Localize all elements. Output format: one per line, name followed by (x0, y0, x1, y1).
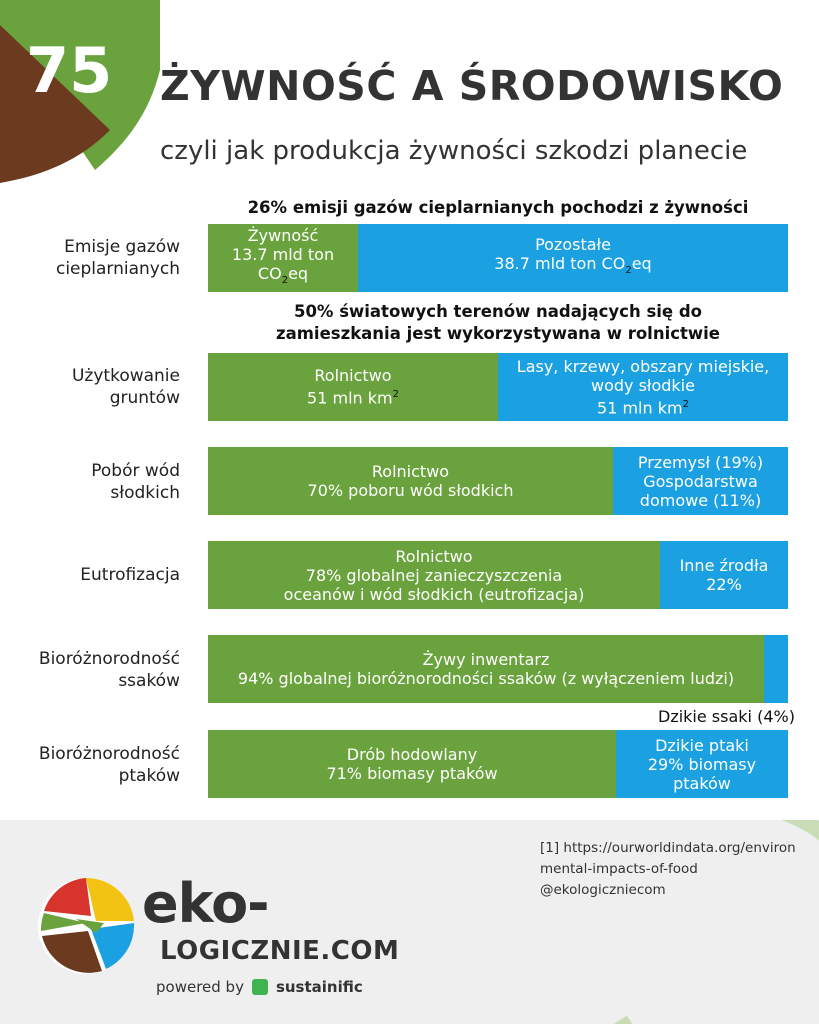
seg-text: 94% globalnej bioróżnorodności ssaków (z wyłączeniem ludzi) (237, 669, 735, 688)
seg-text: Lasy, krzewy, obszary miejskie, (516, 356, 770, 376)
row-label-mammals (0, 648, 180, 692)
seg-text: Gospodarstwa (643, 471, 758, 491)
label-line: Bioróżnorodność (38, 649, 180, 669)
label-line: słodkich (110, 483, 180, 503)
emissions-heading: 26% emisji gazów cieplarnianych pochodzi z żywności (247, 198, 749, 217)
wild-mammals-note: Dzikie ssaki (4%) (658, 707, 795, 726)
label-line: Emisje gazów (64, 237, 180, 257)
seg-text: 51 mln $km^2$ (597, 398, 689, 418)
mammals-wild-segment (764, 635, 788, 703)
seg-text: $CO_2eq$ (257, 263, 309, 287)
emissions-food-segment (208, 224, 358, 292)
footer (0, 820, 819, 1024)
label-line: Użytkowanie (71, 366, 180, 386)
leaf-icon (252, 979, 268, 995)
mammals-livestock-segment (208, 635, 764, 703)
row-label-emissions (0, 236, 180, 280)
water-other-segment (613, 447, 788, 515)
partner-name: sustainific (275, 978, 363, 996)
page-subtitle: czyli jak produkcja żywności szkodzi planecie (160, 136, 748, 166)
seg-text: 71% biomasy ptaków (326, 764, 498, 783)
eutro-agriculture-segment (208, 541, 660, 609)
brand-name-top: eko- (142, 872, 269, 935)
water-bar (208, 447, 788, 515)
birds-bar (208, 730, 788, 798)
row-label-land (0, 365, 180, 409)
label-line: Eutrofizacja (80, 565, 180, 585)
seg-text: 38.7 mld ton $CO_2eq$ (494, 254, 652, 277)
seg-text: domowe (11%) (639, 490, 762, 510)
seg-text: Przemysł (19%) (637, 452, 764, 472)
label-line: Bioróżnorodność (38, 744, 180, 764)
brand-name-bottom: LOGICZNIE.COM (160, 936, 400, 966)
corner-badge (0, 0, 160, 185)
seg-text: Inne źrodła (679, 556, 769, 575)
label-line: ssaków (118, 671, 180, 691)
heading-line: 50% światowych terenów nadających się do (293, 302, 703, 321)
land-heading (208, 301, 788, 345)
page-title: ŻYWNOŚĆ A ŚRODOWISKO (160, 62, 784, 110)
label-line: gruntów (109, 388, 180, 408)
row-label-birds (0, 743, 180, 787)
eutro-bar (208, 541, 788, 609)
eutro-other-segment (660, 541, 788, 609)
source-line: mental-impacts-of-food (540, 861, 698, 877)
seg-text: wody słodkie (591, 375, 695, 395)
mammals-bar (208, 635, 788, 703)
heading-line: zamieszkania jest wykorzystywana w rolnictwie (276, 324, 720, 343)
emissions-bar (208, 224, 788, 292)
powered-label: powered by (156, 978, 244, 996)
seg-text: Rolnictwo (314, 366, 392, 386)
seg-text: Rolnictwo (395, 546, 473, 566)
source-line: [1] https://ourworldindata.org/environ (540, 840, 796, 856)
seg-text: 51 mln $km^2$ (307, 388, 399, 408)
emissions-other-segment (358, 224, 788, 292)
seg-text: 22% (706, 575, 742, 594)
land-other-segment (498, 353, 788, 421)
birds-poultry-segment (208, 730, 616, 798)
seg-text: Żywy inwentarz (422, 650, 550, 669)
label-line: Pobór wód (91, 461, 180, 481)
row-label-eutro (0, 564, 180, 586)
seg-text: Rolnictwo (371, 462, 450, 481)
seg-text: Pozostałe (535, 235, 611, 255)
label-line: cieplarnianych (55, 259, 180, 279)
label-line: ptaków (118, 766, 180, 786)
logo-icon (36, 871, 136, 981)
seg-text: Dzikie ptaki (655, 735, 749, 755)
seg-text: 29% biomasy (647, 754, 757, 774)
seg-text: oceanów i wód słodkich (eutrofizacja) (283, 584, 585, 604)
birds-wild-segment (616, 730, 788, 798)
infographic-number: 75 (26, 34, 113, 107)
land-bar (208, 353, 788, 421)
seg-text: 13.7 mld ton (231, 244, 335, 264)
land-agriculture-segment (208, 353, 498, 421)
seg-text: 78% globalnej zanieczyszczenia (305, 565, 563, 585)
source-text (540, 838, 796, 901)
powered-by (156, 978, 363, 996)
social-handle: @ekologiczniecom (540, 882, 666, 898)
seg-text: Żywność (247, 225, 319, 245)
seg-text: ptaków (673, 773, 731, 793)
row-label-water (0, 460, 180, 504)
water-agriculture-segment (208, 447, 613, 515)
seg-text: 70% poboru wód słodkich (307, 481, 514, 500)
seg-text: Drób hodowlany (346, 745, 478, 764)
